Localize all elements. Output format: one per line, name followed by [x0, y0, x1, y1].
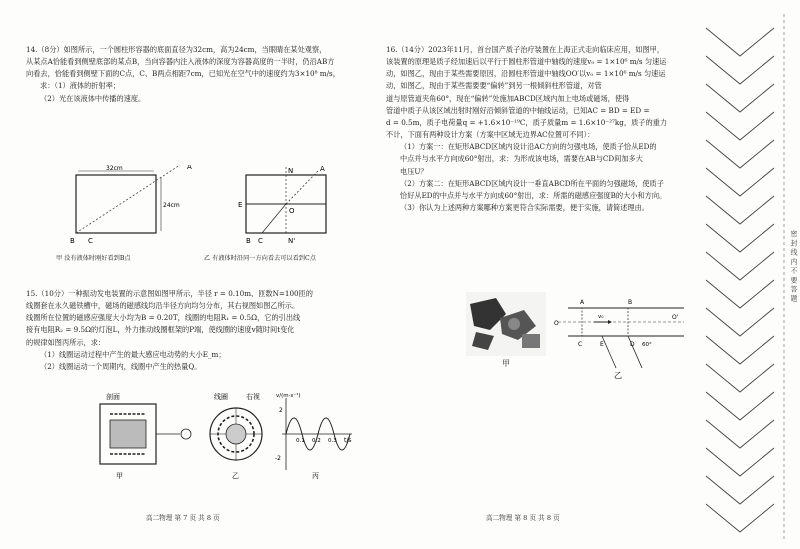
q15-subquestion-2: （2）线圈运动一个周期内，线圈中产生的热量Q。 — [40, 361, 202, 371]
q15-subquestion-1: （1）线圈运动过程中产生的最大感应电动势的大小E_m； — [40, 349, 226, 359]
lamp-icon — [181, 429, 191, 439]
footer-left: 高二物理 第 7 页 共 8 页 — [146, 514, 220, 522]
q16-subquestion-2-cont: 恰好从ED的中点并与水平方向成60°射出，求：所需的磁感应强度B的大小和方向。 — [400, 190, 667, 200]
q14-text-line: 从某点A恰能看到侧壁底部的某点B，当向容器内注入液体的深度为容器高度的一半时，仍沿AB方 — [26, 57, 335, 67]
q16-subquestion-1-cont: 中点并与水平方向成60°射出，求：为形成该电场，需要在AB与CD间加多大 — [400, 154, 643, 164]
q16-subquestion-2: （2）方案二：在矩形ABCD区域内设计一垂直ABCD所在平面的匀强磁场，使质子 — [400, 178, 664, 188]
q16-subquestion-1-cont: 电压U？ — [400, 166, 428, 176]
label-bing: 丙 — [312, 472, 319, 480]
question-15 — [26, 288, 362, 373]
label-a: A — [580, 299, 585, 306]
inner-pole — [226, 424, 246, 444]
q14-caption-right: 乙 有液体时沿同一方向看去可以看到C点 — [204, 255, 316, 262]
q15-text-line: 的规律如图丙所示，求： — [26, 337, 106, 347]
label-o: O — [554, 320, 559, 327]
label-angle: 60° — [642, 342, 652, 348]
question-14 — [26, 44, 362, 105]
label-yi: 乙 — [232, 472, 239, 480]
q14-figure — [66, 165, 366, 265]
label-b: B — [70, 237, 75, 245]
q16-text-line: 动，如图乙，现由于某些需要原因，沿圆柱形管道中轴线OO′以v₀ = 1×10⁶ m/s 匀速运 — [386, 69, 666, 79]
q14-text-line: 向看去，恰能看到侧壁下面的C点，C、B两点相距7cm，已知光在空气中的速度约为3×10⁸ m/s， — [26, 69, 340, 79]
q16-text-line: 16.（14分）2023年11月，首台国产质子治疗装置在上海正式走向临床应用，如图甲， — [386, 45, 665, 54]
label-n: N — [288, 167, 294, 175]
q14-caption-left: 甲 没有液体时刚好看到B点 — [56, 255, 131, 262]
label-o: O — [289, 207, 295, 215]
q16-subquestion-3: （3）你认为上述两种方案哪种方案更符合实际需要，便于实施，请简述理由。 — [400, 203, 649, 213]
q16-text-line: 动，如图乙，现由于某些需要要“偏转”到另一根倾斜柱形管道，对管 — [386, 81, 602, 91]
label-jia: 甲 — [116, 472, 123, 480]
q16-subquestion-1: （1）方案一：在矩形ABCD区域内设计沿AC方向的匀强电场，使质子恰从ED的 — [400, 142, 657, 152]
q15-figure — [96, 390, 356, 500]
magnet-core — [110, 420, 146, 448]
label-v0: v₀ — [598, 314, 604, 320]
label-d: D — [630, 341, 635, 348]
graph-tick-x1: 0.1 — [296, 438, 305, 444]
tilted-tube-left — [602, 336, 616, 368]
chevron-border — [706, 28, 774, 532]
binding-text: 密 封 线 内 不 要 答 题 — [790, 230, 798, 302]
label-a-right: A — [320, 165, 325, 173]
q16-photo-jia — [466, 292, 546, 356]
refracted-ray — [262, 204, 286, 233]
label-b-right: B — [246, 237, 251, 245]
label-right-view: 右视 — [246, 393, 260, 401]
label-e: E — [600, 341, 604, 348]
q15-text-line: 线圈所在位置的磁感应强度大小均为B = 0.20T，线圈的电阻R₁ = 0.5Ω，它的引出线 — [26, 313, 301, 323]
q14-subquestion-1: 求：（1）液体的折射率； — [40, 81, 121, 91]
container-left — [76, 175, 156, 233]
label-a: A — [187, 165, 192, 171]
label-coil: 线圈 — [214, 393, 228, 401]
q14-text-line: 14.（8分）如图所示，一个圆柱形容器的底面直径为32cm，高为24cm，当眼睛在某处观察， — [26, 45, 327, 54]
machine-detail — [508, 318, 520, 330]
label-c: C — [578, 341, 583, 348]
q16-text-line: 管道中质子从该区域出射时刚好沿倾斜管道的中轴线运动，已知AC = BD = ED = — [386, 105, 650, 115]
label-32cm: 32cm — [106, 165, 123, 172]
graph-tick-x3: 0.3 — [328, 438, 337, 444]
graph-xlabel: t/s — [344, 437, 352, 444]
q15-text-line: 线圈套在永久磁铁槽中，磁场的磁感线均沿半径方向均匀分布，其右视图如图乙所示。 — [26, 301, 300, 311]
graph-ylabel: v/(m·s⁻¹) — [276, 393, 301, 399]
machine-detail — [522, 334, 540, 348]
label-yi: 乙 — [614, 371, 622, 380]
label-c: C — [88, 237, 93, 245]
q15-text-line: 接有电阻R₂ = 9.5Ω的灯泡L，外力推动线圈框架的P端，使线圈的速度v随时间t变化 — [26, 325, 295, 335]
q16-text-line: 不计，下面有两种设计方案（方案中区域无边界AC位置可不同）： — [386, 130, 595, 140]
question-16 — [386, 44, 686, 214]
q14-subquestion-2: （2）光在该液体中传播的速度。 — [40, 93, 146, 103]
incident-ray — [286, 171, 318, 204]
label-q16-jia: 甲 — [502, 359, 510, 368]
q16-text-line: d = 0.5m，质子电荷量q = +1.6×10⁻¹⁹C，质子质量m = 1.6×10⁻²⁷kg，质子的重力 — [386, 117, 668, 127]
q16-figure-yi — [554, 288, 686, 380]
label-e: E — [238, 201, 243, 209]
graph-tick-x2: 0.2 — [312, 438, 321, 444]
label-24cm: 24cm — [163, 202, 180, 209]
label-b: B — [628, 299, 633, 306]
q16-text-line: 该装置的原理是质子经加速后以平行于圆柱形管道中轴线的速度v₀ = 1×10⁶ m/s 匀速运 — [386, 57, 667, 67]
label-section: 剖面 — [106, 393, 120, 401]
label-c-right: C — [258, 237, 263, 245]
v0-arrowhead — [608, 320, 612, 324]
footer-right: 高二物理 第 8 页 共 8 页 — [486, 514, 560, 522]
q15-text-line: 15.（10分）一种振动发电装置的示意图如图甲所示，半径 r = 0.10m、匝数N=100匝的 — [26, 289, 313, 298]
graph-tick-y1: 2 — [279, 407, 283, 414]
binding-margin-pattern — [700, 0, 800, 549]
graph-tick-y2: -2 — [275, 455, 281, 462]
label-n-prime: N' — [288, 237, 296, 245]
q16-text-line: 道与原管道夹角60°，现在“偏转”处施加ABCD区域内加上电场或磁场，使得 — [386, 93, 630, 103]
label-o-prime: O' — [672, 314, 679, 321]
